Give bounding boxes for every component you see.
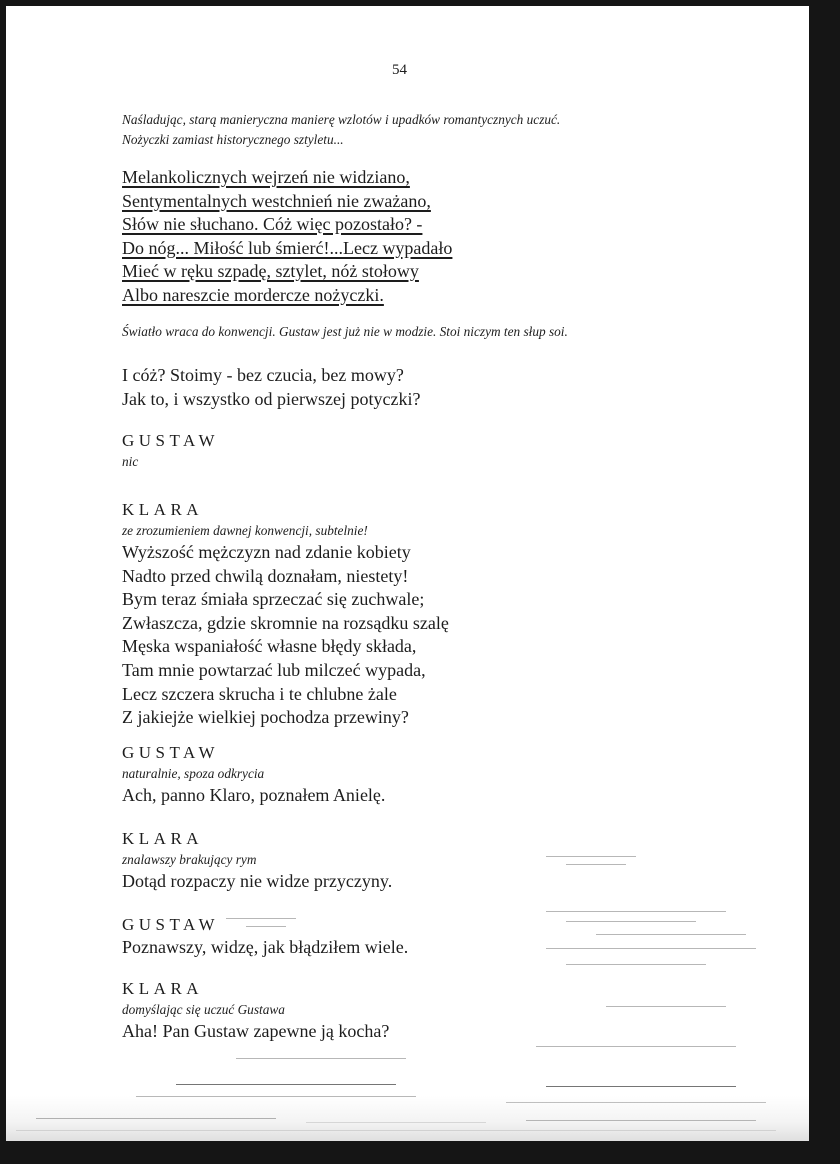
underlined-verse bbox=[122, 166, 452, 307]
spoken-line: Ach, panno Klaro, poznałem Anielę. bbox=[122, 785, 386, 805]
spoken-line: Poznawszy, widzę, jak błądziłem wiele. bbox=[122, 937, 409, 957]
speaker-name: GUSTAW bbox=[122, 915, 219, 934]
dialogue-entry bbox=[122, 499, 449, 730]
speaker-name: GUSTAW bbox=[122, 743, 219, 762]
spoken-line: Nadto przed chwilą doznałam, niestety! bbox=[122, 565, 409, 586]
spoken-line: Tam mnie powtarzać lub milczeć wypada, bbox=[122, 659, 426, 680]
dialogue-entry bbox=[122, 828, 392, 894]
page-number: 54 bbox=[392, 62, 407, 78]
verse-line: Melankolicznych wejrzeń nie widziano, bbox=[122, 167, 410, 187]
intro-direction-line: Nożyczki zamiast historycznego sztyletu... bbox=[122, 132, 344, 147]
spoken-line: Zwłaszcza, gdzie skromnie na rozsądku szalę bbox=[122, 612, 449, 633]
verse-line: Słów nie słuchano. Cóż więc pozostało? - bbox=[122, 214, 423, 234]
spoken-line: Bym teraz śmiała sprzeczać się zuchwale; bbox=[122, 589, 425, 610]
spoken-line: Jak to, i wszystko od pierwszej potyczki? bbox=[122, 388, 421, 409]
verse-line: Sentymentalnych westchnień nie zważano, bbox=[122, 190, 431, 211]
speaker-direction: znalawszy brakujący rym bbox=[122, 852, 257, 867]
speaker-name: KLARA bbox=[122, 500, 204, 519]
speaker-direction: ze zrozumieniem dawnej konwencji, subtelnie! bbox=[122, 523, 368, 538]
verse-line: Mieć w ręku szpadę, sztylet, nóż stołowy bbox=[122, 261, 419, 281]
speaker-name: KLARA bbox=[122, 829, 204, 848]
stage-direction: Światło wraca do konwencji. Gustaw jest już nie w modzie. Stoi niczym ten słup soi. bbox=[122, 324, 568, 339]
verse-line: Do nóg... Miłość lub śmierć!...Lecz wypadało bbox=[122, 237, 453, 258]
opening-lines bbox=[122, 364, 420, 411]
speaker-name: KLARA bbox=[122, 979, 204, 998]
spoken-line: Dotąd rozpaczy nie widze przyczyny. bbox=[122, 871, 393, 891]
speaker-direction: naturalnie, spoza odkrycia bbox=[122, 766, 265, 781]
dialogue-entry bbox=[122, 742, 385, 808]
dialogue-entry bbox=[122, 914, 408, 960]
intro-direction-line: Naśladując, starą manieryczna manierę wzlotów i upadków romantycznych uczuć. bbox=[122, 112, 561, 127]
spoken-line: Lecz szczera skrucha i te chlubne żale bbox=[122, 683, 397, 704]
dialogue-entry bbox=[122, 978, 389, 1044]
speaker-name: GUSTAW bbox=[122, 431, 219, 450]
document-page bbox=[6, 6, 809, 1141]
dialogue-entry bbox=[122, 430, 219, 472]
spoken-line: Męska wspaniałość własne błędy składa, bbox=[122, 636, 417, 657]
speaker-direction: nic bbox=[122, 454, 139, 469]
spoken-line: Wyższość mężczyzn nad zdanie kobiety bbox=[122, 542, 411, 562]
intro-direction bbox=[122, 110, 560, 150]
spoken-line: Aha! Pan Gustaw zapewne ją kocha? bbox=[122, 1021, 390, 1041]
scan-bottom-shadow bbox=[6, 1096, 809, 1141]
spoken-line: Z jakiejże wielkiej pochodza przewiny? bbox=[122, 707, 409, 728]
speaker-direction: domyślając się uczuć Gustawa bbox=[122, 1002, 285, 1017]
spoken-line: I cóż? Stoimy - bez czucia, bez mowy? bbox=[122, 365, 404, 385]
verse-line: Albo nareszcie mordercze nożyczki. bbox=[122, 284, 384, 305]
